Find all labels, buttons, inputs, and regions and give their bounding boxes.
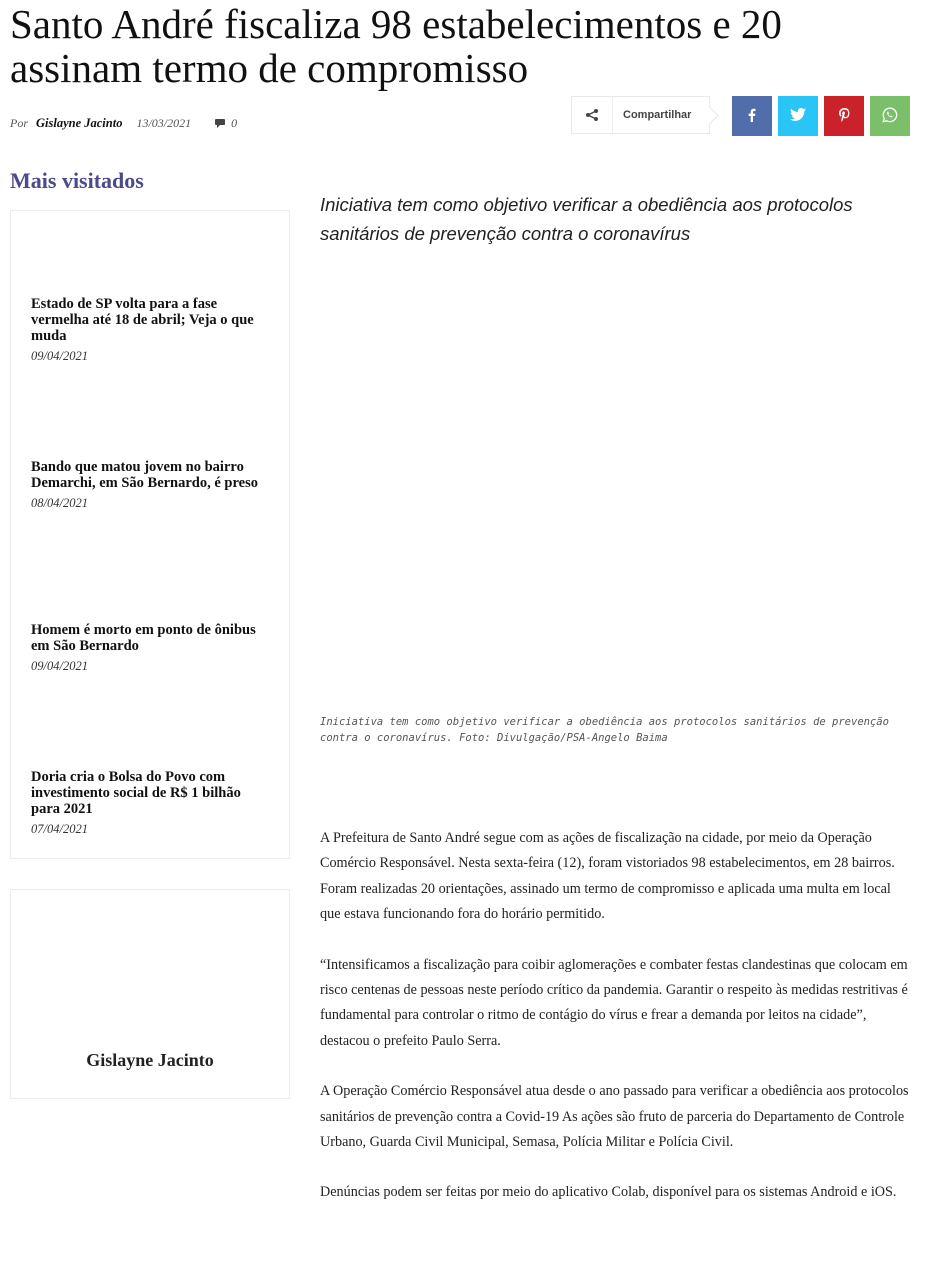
popular-posts-widget bbox=[10, 210, 290, 859]
author-box-name[interactable]: Gislayne Jacinto bbox=[86, 1050, 214, 1070]
author-box bbox=[10, 889, 290, 1099]
list-item bbox=[31, 622, 266, 674]
popular-post-date: 09/04/2021 bbox=[31, 659, 88, 673]
popular-post-date: 09/04/2021 bbox=[31, 349, 88, 363]
popular-post-title[interactable]: Doria cria o Bolsa do Povo com investimento social de R$ 1 bilhão para 2021 bbox=[31, 769, 241, 817]
share-icon bbox=[572, 97, 613, 133]
article-paragraph: A Prefeitura de Santo André segue com as ações de fiscalização na cidade, por meio da Operação Comércio Responsável. Nesta sexta-feira (12), foram vistoriados 98 estabelecimentos, em 28 bairros. Foram realizadas 20 orientações, assinado um termo de compromisso e aplicada uma multa em local que estava funcionando fora do horário permitido. bbox=[320, 830, 895, 923]
comments-link[interactable] bbox=[215, 116, 237, 131]
popular-post-date: 08/04/2021 bbox=[31, 496, 88, 510]
comments-count: 0 bbox=[231, 115, 238, 130]
popular-post-title[interactable]: Bando que matou jovem no bairro Demarchi, em São Bernardo, é preso bbox=[31, 459, 259, 491]
facebook-share-button[interactable] bbox=[732, 96, 772, 136]
image-caption: Iniciativa tem como objetivo verificar a obediência aos protocolos sanitários de prevenção contra o coronavírus. Foto: Divulgação/PSA-Angelo Baima bbox=[320, 716, 889, 744]
list-item bbox=[31, 459, 266, 511]
publish-date: 13/03/2021 bbox=[136, 115, 192, 130]
featured-image bbox=[320, 250, 910, 705]
article-subtitle: Iniciativa tem como objetivo verificar a obediência aos protocolos sanitários de prevenção contra o coronavírus bbox=[320, 194, 853, 244]
by-label: Por bbox=[10, 115, 28, 130]
article-paragraph: Denúncias podem ser feitas por meio do aplicativo Colab, disponível para os sistemas Android e iOS. bbox=[320, 1184, 897, 1201]
article-paragraph: “Intensificamos a fiscalização para coibir aglomerações e combater festas clandestinas que colocam em risco centenas de pessoas neste período crítico da pandemia. Garantir o respeito às medidas restritivas é fundamental para controlar o ritmo de contágio do vírus e frear a demanda por leitos na cidade”, destacou o prefeito Paulo Serra. bbox=[320, 956, 908, 1049]
share-button[interactable] bbox=[571, 96, 710, 134]
popular-post-title[interactable]: Estado de SP volta para a fase vermelha até 18 de abril; Veja o que muda bbox=[31, 296, 254, 344]
comment-icon bbox=[215, 119, 225, 127]
pinterest-icon bbox=[839, 108, 850, 125]
facebook-icon bbox=[748, 108, 756, 125]
author-link[interactable]: Gislayne Jacinto bbox=[36, 115, 123, 130]
article-meta bbox=[10, 115, 237, 131]
article-title: Santo André fiscaliza 98 estabelecimentos e 20 assinam termo de compromisso bbox=[10, 1, 782, 91]
sidebar-title: Mais visitados bbox=[10, 168, 144, 193]
share-label: Compartilhar bbox=[623, 109, 692, 121]
popular-post-date: 07/04/2021 bbox=[31, 822, 88, 836]
article-paragraph: A Operação Comércio Responsável atua desde o ano passado para verificar a obediência aos protocolos sanitários de prevenção contra a Covid-19 As ações são fruto de parceria do Departamento de Controle Urbano, Guarda Civil Municipal, Semasa, Polícia Militar e Polícia Civil. bbox=[320, 1083, 909, 1151]
list-item bbox=[31, 296, 266, 364]
whatsapp-icon bbox=[882, 107, 898, 126]
list-item bbox=[31, 769, 266, 837]
twitter-share-button[interactable] bbox=[778, 96, 818, 136]
pinterest-share-button[interactable] bbox=[824, 96, 864, 136]
popular-post-title[interactable]: Homem é morto em ponto de ônibus em São Bernardo bbox=[31, 622, 256, 654]
article-body bbox=[320, 826, 912, 1231]
whatsapp-share-button[interactable] bbox=[870, 96, 910, 136]
twitter-icon bbox=[790, 108, 806, 124]
